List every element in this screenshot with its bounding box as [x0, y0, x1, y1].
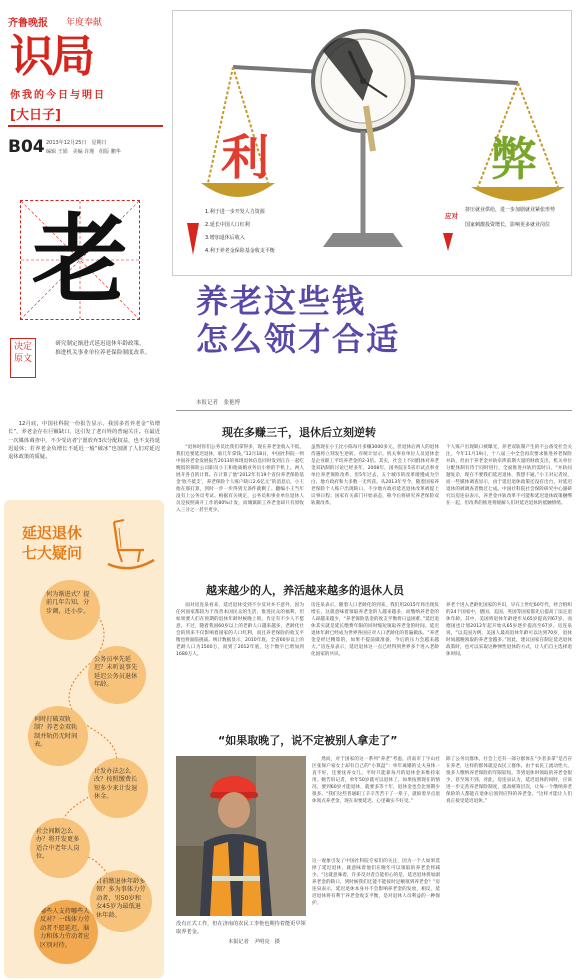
- section-title: 现在多赚三千，退休后立刻逆转: [222, 426, 376, 439]
- question-bubble-1: 何为渐进式？提前几年告知，分步调，还小步。: [40, 580, 100, 640]
- pro-label: 利: [221, 130, 270, 186]
- headline-line-2: 怎么领才合适: [196, 320, 401, 358]
- section-3-col-2b: 这一观象引发了中国社科院专家们的关注，因为一个人如果选择了延迟退休，就意味着他们在晚年可以领取的养老金将减少。“这就意味着，许多反对者自能担心的是，延迟退休将加剧养老金的缺口，到时候我们还能不能按时足额领到养老金？”房连泉表示，延迟退休本身并不会影响养老金的发放，相反，延迟退休将有利于养老金收支平衡，是对退休人员利益的一种保护。: [312, 859, 440, 906]
- reply-label: 应对: [445, 212, 458, 220]
- questions-title-2: 七大疑问: [22, 544, 83, 562]
- worker-photo: [176, 756, 306, 916]
- byline-rule: [176, 410, 572, 411]
- question-bubble-2: 公务员率先延迟？未听说事先延迟公务员退休年龄。: [88, 646, 146, 704]
- column-title: 识局: [10, 31, 92, 82]
- pro-item: 2.延长中国人口红利: [205, 222, 250, 228]
- lao-box: [20, 200, 140, 320]
- photo-credit: 本报记者 尹明亮 摄: [228, 939, 280, 945]
- decision-label: 决定原文: [10, 338, 36, 378]
- con-arrow-icon: [443, 233, 453, 251]
- headline-line-1: 养老这些钱: [196, 282, 367, 320]
- question-bubble-7: 哪些人支持哪些人反对？一线体力劳动者不愿延迟，脑力和体力劳动者应区别对待。: [34, 900, 98, 964]
- section-1-col-1: “退休时你们公务员比我们拿得多，现在养老金收入不低，我们还要延迟退休，谁几年拿钱。”12月18日，中国社科院一则中国养老金发展报告2013的体现退休信息同时发到正在一起吃晚饭的保险公司职员小王和他离婚业务员小侯的手机上。两人展开各自的计算。在计算了他“2012年有19个省份养老保险基金‘收不抵支’，养老保险个人账户缺口2.6亿元”的消息后，小王他在那打算，到时一步一步得到无条件就剩了。翻编小王当年没有上公务员考试。根据有关规定，公务员和事业单位退休人员是按照离开工作的80%计发，而城镇职工养老金却只有原收入三分之一甚至更少。: [176, 445, 304, 513]
- lao-character: 老: [32, 203, 128, 316]
- section-2-col-3: 养老个进入老龄化国家的共识，早在上世纪60年代，经合组织的24个国家中，德国、美国、英国等国家都先后提高了法定退休年龄。其中，美国将退休年龄逐步从65岁提高到67岁。而德国也计划2012年起开始从65岁逐步提高至67岁。房连泉说，“以美国为例，美国人最高退休年龄可以达到70岁，退休时间越晚领取的养老金越多。”因此，建议国家在制定延迟退休政策时，也可以采取这种弹性退休的方式，让人们自主选择退休时间。: [446, 603, 572, 657]
- section-name: [大日子]: [10, 108, 61, 123]
- column-slogan: 你我的今日与明日: [10, 90, 106, 101]
- date-line: 2013年12月25日 星期日: [46, 140, 107, 146]
- pro-item: 4.利于养老金保险基金收支平衡: [205, 248, 275, 254]
- decision-text: [44, 340, 152, 358]
- photo-caption: 没有正式工作，但在济南的农民工李艳也期待着能更早领取养老金。: [176, 921, 306, 935]
- headline: [196, 282, 566, 358]
- editors-line: 编辑 王娟 美编 许瑾 组版 鹏华: [46, 149, 121, 155]
- section-1-col-2: 虽然现在小王比小陈每月多赚3000多元，但退休后两人的退休待遇将立刻发生逆转。有统计显示，机关事业单位人员退休金是企业职工平均养老金的2-3倍。其实，社会上不同群体对养老金双轨制的讨论已经多年，2008年，国务院在5省市试点事业单位养老保险改革，但5年过去，五个城市的改革缓慢成为空白、地方政府和大多数一无所获。从2013年至今，随着国家养老保险个人账户出现缺口，不少地方政府延迟退休改革被提上议事日程；国家有关部门开始表态，称今后将研究养老保险双轨制改革。: [311, 445, 439, 506]
- question-bubble-3: 何时打破双轨制？养老金双轨制并轨仍无时间表。: [28, 706, 88, 766]
- pro-item: 3.增加退休后收入: [205, 235, 245, 241]
- worker-figure-icon: [176, 756, 306, 916]
- left-intro: 12月底，中国社科院一份报告显示，我国多省养老金“负增长”，养老金存在巨额缺口，这引发了老百姓的普遍关注。在最近一次媒体调查中，不少受访者宁愿放弃3次分配权益，也不支持延迟退休；若养老金负增长不延迟一般“破冰”也加剧了人们对延迟退休政策的质疑。: [8, 421, 160, 461]
- pro-item: 1.利于进一步开发人力资源: [205, 209, 265, 215]
- masthead: [8, 10, 166, 160]
- section-3-col-3: 除了公务员群体，社会上还有一部分群体在“少者多拿”是否存在养老，这样的群体就是农民工群体。由于农民工流动性大，很多人缴纳养老保险的年限较短，等到退休时领取的养老金很少，甚至领不到。对此，房连泉认为，延迟退休的同时，应该进一步完善养老保险制度，提高统筹层次，让每一个缴纳养老保险的人都能在退休后领到应得的养老金。“这样才能让人们真正接受延迟退休。”: [446, 757, 572, 804]
- question-bubble-5: 社会间断怎么办？将开发更多适合中老年人岗位。: [30, 818, 90, 878]
- section-2-col-1: 面对房连泉看来，延迟退休受到不少反对并不意外，因为任何国家都较为于改善本国民众的生活，推进民众的福利，但如果要人们在预期的退休年龄时候晚上班，肯定有不少人不愿意。不过，随着我国60岁以上的老龄人口越来越多，老龄化社会的到来不仅影响着国家的人口红利，而且养老保险的收支平衡也将面临挑战。统计数据显示，2010年底，全省60岁以上的老龄人口为1500万，而到了2012年底，这个数字已增加到1680万人。: [176, 603, 304, 657]
- question-bubble-6: 目前缴退休年龄多领？多为事体力劳动者，男50岁和女45岁为最低退休年龄。: [90, 870, 152, 932]
- masthead-rule: [8, 125, 163, 127]
- section-title: “如果取晚了，说不定被别人拿走了”: [218, 734, 398, 747]
- con-label: 弊: [491, 132, 537, 186]
- section-1-col-3: 个人账户出现缺口被曝光，养老双轨制产生的不公备受社会关注。今年11月19日，十八届三中全会再次要求推进养老保险并轨，但由于养老金并轨牵涉前期大量的财政支出，机关单位分配体制有待于同时进行，全面推进并轨仍需时日。“并轨问题复杂，现在不要我们延迟退休，我想不通。”小王对记者说，而一些媒体调查显示，由于延迟退休政策还没有出台，对延迟退休的被调查者数过七成。中国社科院社会保险研究中心副研究员房连泉表示，养老金并轨改革不可能和延迟退休政策捆绑在一起，但改革的推进将缓解人们对延迟退休的抵触情绪。: [446, 445, 572, 506]
- question-bubble-4: 计发办法怎么改？按照缴费长短多少来计发退休金。: [88, 758, 148, 818]
- page-number: B04: [8, 137, 45, 157]
- pros-list: [205, 209, 345, 255]
- section-3-col-2: 然而，对于国家的这一系列“养老”考虑，济南市丁字山社区张保户家女士却有自己的“小算盘”：单年离婚的丈夫身体一直不好，还要抚养女儿，平时只能靠每月的退休金来维持家用。她告诉记者，单年50岁就可以退休了，如果按照现在的情况，要到60岁才能退休，就要多等十年，退休金也会比预期少很多。“我们这些普通职工辛辛苦苦干了一辈子，就盼着早点退休领点养老金，现在说要延迟，心里确实不好受。”: [312, 757, 440, 804]
- newspaper-name: 齐鲁晚报: [8, 18, 48, 29]
- con-item: 国家刺激投资增长，影响更多就业岗位: [465, 222, 551, 228]
- pro-arrow-icon: [187, 223, 199, 255]
- con-item: 挤压就业供给，进一步加剧就业紧张形势: [465, 207, 556, 213]
- cons-list: [465, 207, 565, 229]
- byline: 本报记者 张艳博: [196, 400, 241, 406]
- decision-line-1: 研究制定渐进式延迟退休年龄政策。: [55, 341, 145, 347]
- questions-title-1: 延迟退休: [22, 524, 83, 542]
- section-title: 越来越少的人，养活越来越多的退休人员: [206, 584, 404, 597]
- annual-tag: 年度奉献: [66, 18, 103, 28]
- seven-questions-panel: [4, 500, 164, 978]
- decision-line-2: 推进机关事业单位养老保险制度改革。: [55, 350, 151, 356]
- scale-graphic: [172, 10, 572, 276]
- section-2-col-2: 房连泉表示，随着人口老龄化的到来，我们用2015年将出现负增长，这就意味着领取养老金的人越来越多，而缴纳养老金的人却越来越少，“养老保险基金的收支平衡将日益困难。”延迟退休其实就是延长缴费年限的同时缩短领取养老金的时间。延迟退休年龄已经成为世界各国应对人口老龄化的普遍做法。“养老金是经过精算的，如果不提前做准备，今后的压力会越来越大。”房连泉表示，延迟退休这一点已经得到世界多个进入老龄化国家的共识。: [311, 603, 439, 657]
